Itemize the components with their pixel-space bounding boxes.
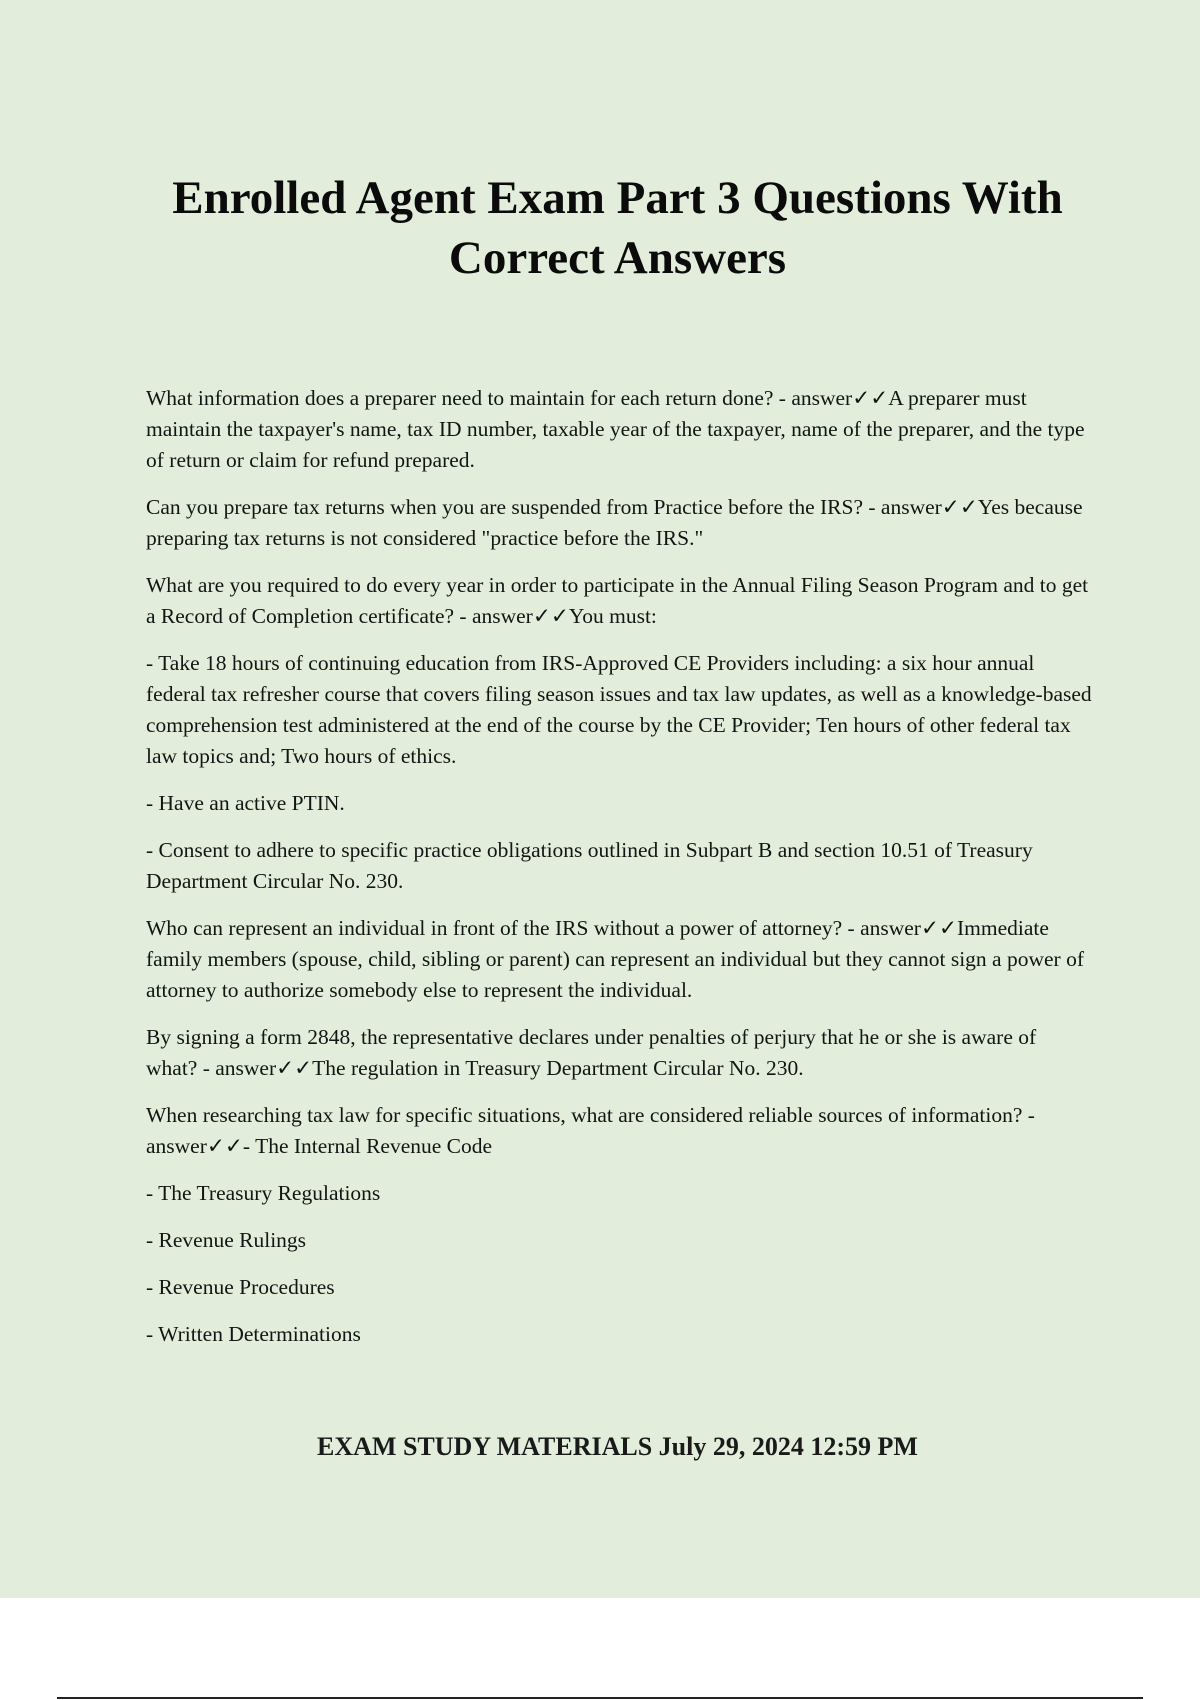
list-item: - Written Determinations (146, 1322, 361, 1346)
paragraph: What information does a preparer need to maintain for each return done? - answer✓✓A preparer must maintain the taxpayer's name, tax ID number, taxable year of the taxpayer, name of the preparer, and the type of return or claim for refund prepared. (146, 386, 1085, 472)
bottom-divider (57, 1697, 1143, 1699)
document-body (146, 383, 1092, 1366)
paragraph: - Take 18 hours of continuing education from IRS-Approved CE Providers including: a six hour annual federal tax refresher course that covers filing season issues and tax law updates, as well as a knowledge-based comprehension test administered at the end of the course by the CE Provider; Ten hours of other federal tax law topics and; Two hours of ethics. (146, 651, 1092, 768)
paragraph: By signing a form 2848, the representative declares under penalties of perjury that he or she is aware of what? - answer✓✓The regulation in Treasury Department Circular No. 230. (146, 1025, 1037, 1080)
list-item: - Revenue Rulings (146, 1228, 307, 1252)
page-title: Enrolled Agent Exam Part 3 Questions With Correct Answers (172, 172, 1063, 284)
paragraph: When researching tax law for specific situations, what are considered reliable sources of information? - answer✓✓- The Internal Revenue Code (146, 1103, 1035, 1158)
footer-timestamp: EXAM STUDY MATERIALS July 29, 2024 12:59 PM (317, 1432, 918, 1461)
list-item: - The Treasury Regulations (146, 1181, 381, 1205)
paragraph: What are you required to do every year in order to participate in the Annual Filing Season Program and to get a Record of Completion certificate? - answer✓✓You must: (146, 573, 1089, 628)
list-item: - Revenue Procedures (146, 1275, 335, 1299)
paragraph: - Consent to adhere to specific practice obligations outlined in Subpart B and section 10.51 of Treasury Department Circular No. 230. (146, 838, 1033, 893)
paragraph: - Have an active PTIN. (146, 791, 345, 815)
paragraph: Who can represent an individual in front of the IRS without a power of attorney? - answer✓✓Immediate family members (spouse, child, sibling or parent) can represent an individual but they cannot sign a power of attorney to authorize somebody else to represent the individual. (146, 916, 1084, 1002)
paragraph: Can you prepare tax returns when you are suspended from Practice before the IRS? - answer✓✓Yes because preparing tax returns is not considered "practice before the IRS." (146, 495, 1083, 550)
